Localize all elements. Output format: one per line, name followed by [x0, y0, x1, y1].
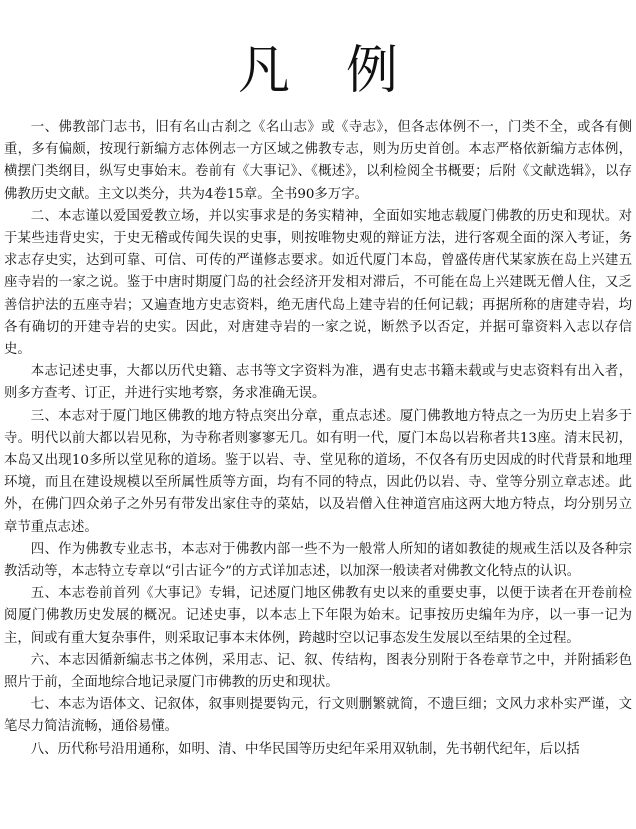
paragraph-4: 三、本志对于厦门地区佛教的地方特点突出分章，重点志述。厦门佛教地方特点之一为历史上岩多于寺。明代以前大都以岩见称，为寺称者则寥寥无几。如有明一代，厦门本岛以岩称者共13座。清末民初，本岛又出现10多所以堂见称的道场。鉴于以岩、寺、堂见称的道场，不仅各有历史因成的时代背景和地理环境，而且在建设规模以至所属性质等方面，均有不同的特点，因此仍以岩、寺、堂等分别立章志述。此外，在佛门四众弟子之外另有带发出家住寺的菜姑，以及岩僧入住神道宫庙这两大地方特点，均分别另立章节重点志述。 [4, 408, 632, 535]
paragraph-1: 一、佛教部门志书，旧有名山古刹之《名山志》或《寺志》，但各志体例不一，门类不全，或各有侧重，多有偏颇，按现行新编方志体例志一方区域之佛教专志，则为历史首创。本志严格依新编方志体例，横摆门类纲目，纵写史事始末。卷前有《大事记》、《概述》，以利检阅全书概要；后附《文献选辑》，以存佛教历史文献。主文以类分，共为4卷15章。全书90多万字。 [4, 120, 632, 202]
paragraph-9: 八、历代称号沿用通称，如明、清、中华民国等历史纪年采用双轨制，先书朝代纪年，后以括 [30, 741, 580, 757]
page-title: 凡例 [237, 40, 454, 101]
document-body [4, 117, 632, 761]
paragraph-7: 六、本志因循新编志书之体例，采用志、记、叙、传结构，图表分别附于各卷章节之中，并附插彩色照片于前，全面地综合地记录厦门市佛教的历史和现状。 [4, 652, 632, 691]
paragraph-8: 七、本志为语体文、记叙体，叙事则提要钩元，行文则删繁就简，不遗巨细；文风力求朴实严谨，文笔尽力简洁流畅，通俗易懂。 [4, 697, 632, 735]
paragraph-3: 本志记述史事，大都以历代史籍、志书等文字资料为准，遇有史志书籍未载或与史志资料有出入者，则多方查考、订正，并进行实地考察，务求准确无误。 [4, 364, 632, 402]
paragraph-5: 四、作为佛教专业志书，本志对于佛教内部一些不为一般常人所知的诸如教徒的规戒生活以及各种宗教活动等，本志特立专章以“引古证今”的方式详加志述，以加深一般读者对佛教文化特点的认识。 [4, 541, 632, 580]
paragraph-6: 五、本志卷前首列《大事记》专辑，记述厦门地区佛教有史以来的重要史事，以便于读者在开卷前检阅厦门佛教历史发展的概况。记述史事，以本志上下年限为始末。记事按历史编年为序，以一事一记为主，间或有重大复杂事件，则采取记事本末体例，跨越时空以记事态发生发展以至结果的全过程。 [4, 586, 632, 646]
paragraph-2: 二、本志谨以爱国爱教立场，并以实事求是的务实精神，全面如实地志载厦门佛教的历史和现状。对于某些违背史实，于史无稽或传闻失误的史事，则按唯物史观的辩证方法，进行客观全面的深入考证，务求志存史实，达到可靠、可信、可传的严谨修志要求。如近代厦门本岛，曾盛传唐代某家族在岛上兴建五座寺岩的一家之说。鉴于中唐时期厦门岛的社会经济开发相对滞后，不可能在岛上兴建既无僧人住，又乏善信护法的五座寺岩；又遍查地方史志资料，绝无唐代岛上建寺岩的任何记载；再据所称的唐建寺岩，均各有确切的开建寺岩的史实。因此，对唐建寺岩的一家之说，断然予以否定，并据可靠资料入志以存信史。 [4, 208, 632, 358]
